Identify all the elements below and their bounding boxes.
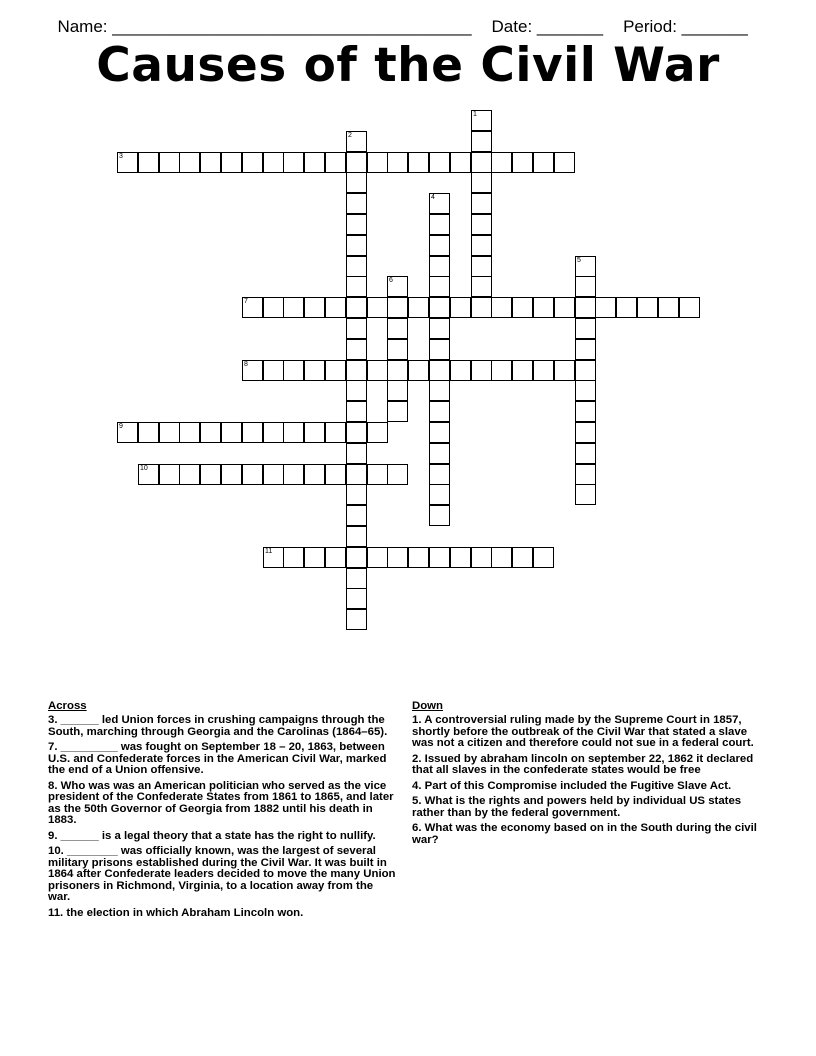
down-clues: [412, 700, 760, 850]
crossword-cell[interactable]: [512, 547, 533, 568]
crossword-cell[interactable]: [346, 256, 367, 277]
crossword-cell[interactable]: [450, 152, 471, 173]
crossword-cell[interactable]: [512, 297, 533, 318]
crossword-cell[interactable]: [179, 152, 200, 173]
crossword-cell[interactable]: [471, 152, 492, 173]
crossword-cell[interactable]: [346, 276, 367, 297]
crossword-cell[interactable]: [304, 297, 325, 318]
crossword-cell[interactable]: [387, 401, 408, 422]
crossword-cell[interactable]: [575, 380, 596, 401]
crossword-cell[interactable]: [346, 609, 367, 630]
crossword-cell[interactable]: [575, 297, 596, 318]
crossword-cell[interactable]: [429, 380, 450, 401]
down-heading: Down: [412, 700, 444, 712]
crossword-cell[interactable]: [408, 297, 429, 318]
crossword-cell[interactable]: [554, 360, 575, 381]
crossword-cell[interactable]: [221, 464, 242, 485]
crossword-cell[interactable]: [221, 152, 242, 173]
crossword-cell[interactable]: [471, 256, 492, 277]
crossword-cell[interactable]: [304, 422, 325, 443]
crossword-cell[interactable]: [471, 297, 492, 318]
crossword-cell[interactable]: [408, 360, 429, 381]
crossword-cell[interactable]: [367, 547, 388, 568]
crossword-cell[interactable]: [387, 464, 408, 485]
crossword-cell[interactable]: [200, 464, 221, 485]
crossword-cell[interactable]: [471, 276, 492, 297]
crossword-cell[interactable]: [325, 360, 346, 381]
across-heading: Across: [48, 700, 87, 712]
crossword-cell[interactable]: [429, 276, 450, 297]
crossword-cell[interactable]: [658, 297, 679, 318]
crossword-cell[interactable]: [575, 360, 596, 381]
crossword-cell[interactable]: [346, 588, 367, 609]
crossword-cell[interactable]: [429, 256, 450, 277]
clue-number: 8: [244, 361, 248, 368]
crossword-cell[interactable]: [450, 547, 471, 568]
crossword-cell[interactable]: [575, 484, 596, 505]
crossword-cell[interactable]: [138, 152, 159, 173]
crossword-cell[interactable]: [387, 339, 408, 360]
crossword-cell[interactable]: [263, 152, 284, 173]
clue-number: 11: [265, 548, 273, 555]
crossword-cell[interactable]: [346, 401, 367, 422]
clue-down-5: 5. What is the rights and powers held by individual US states rather than by the federal government.: [412, 795, 742, 819]
crossword-cell[interactable]: [533, 297, 554, 318]
crossword-cell[interactable]: [242, 422, 263, 443]
clue-across-8: 8. Who was was an American politician who served as the vice president of the Confederate States from 1861 to 1865, and later as the 50th Governor of Georgia from 1882 until his death in 1883.: [48, 779, 394, 826]
crossword-cell[interactable]: [159, 422, 180, 443]
crossword-cell[interactable]: [325, 297, 346, 318]
crossword-cell[interactable]: [325, 152, 346, 173]
clue-down-4: 4. Part of this Compromise included the Fugitive Slave Act.: [412, 779, 732, 792]
crossword-cell[interactable]: [283, 360, 304, 381]
crossword-cell[interactable]: [283, 464, 304, 485]
crossword-cell[interactable]: [283, 297, 304, 318]
crossword-cell[interactable]: [471, 110, 492, 131]
clue-down-6: 6. What was the economy based on in the South during the civil war?: [412, 822, 757, 846]
crossword-cell[interactable]: [346, 131, 367, 152]
clue-across-11: 11. the election in which Abraham Lincoln won.: [48, 906, 304, 919]
crossword-cell[interactable]: [346, 505, 367, 526]
crossword-cell[interactable]: [346, 152, 367, 173]
crossword-cell[interactable]: [304, 360, 325, 381]
crossword-cell[interactable]: [429, 464, 450, 485]
crossword-cell[interactable]: [283, 422, 304, 443]
crossword-cell[interactable]: [346, 422, 367, 443]
crossword-cell[interactable]: [283, 152, 304, 173]
clue-number: 6: [389, 277, 393, 284]
crossword-cell[interactable]: [200, 422, 221, 443]
across-clues: [48, 700, 398, 923]
crossword-cell[interactable]: [346, 214, 367, 235]
crossword-cell[interactable]: [491, 360, 512, 381]
crossword-cell[interactable]: [263, 547, 284, 568]
period-field-label: Period: _______: [623, 17, 748, 36]
crossword-cell[interactable]: [575, 401, 596, 422]
crossword-cell[interactable]: [387, 360, 408, 381]
clue-number: 9: [119, 423, 123, 430]
crossword-cell[interactable]: [429, 505, 450, 526]
crossword-cell[interactable]: [429, 339, 450, 360]
crossword-cell[interactable]: [138, 422, 159, 443]
crossword-cell[interactable]: [471, 235, 492, 256]
crossword-cell[interactable]: [471, 360, 492, 381]
crossword-cell[interactable]: [491, 152, 512, 173]
crossword-cell[interactable]: [491, 547, 512, 568]
crossword-cell[interactable]: [387, 547, 408, 568]
crossword-cell[interactable]: [346, 172, 367, 193]
crossword-cell[interactable]: [387, 380, 408, 401]
crossword-cell[interactable]: [554, 297, 575, 318]
crossword-cell[interactable]: [387, 318, 408, 339]
crossword-cell[interactable]: [637, 297, 658, 318]
clue-number: 4: [431, 194, 435, 201]
crossword-cell[interactable]: [242, 464, 263, 485]
crossword-cell[interactable]: [450, 360, 471, 381]
crossword-cell[interactable]: [325, 422, 346, 443]
crossword-cell[interactable]: [429, 235, 450, 256]
crossword-cell[interactable]: [575, 464, 596, 485]
clue-number: 5: [577, 257, 581, 264]
crossword-cell[interactable]: [387, 152, 408, 173]
crossword-cell[interactable]: [179, 464, 200, 485]
clue-number: 2: [348, 132, 352, 139]
clue-across-10: 10. ________ was officially known, was the largest of several military prisons established during the Civil War. It was built in 1864 after Confederate leaders decided to move the many Union prisoners in Richmond, Virginia, to a location away from the war.: [48, 845, 396, 903]
clue-across-7: 7. _________ was fought on September 18 – 20, 1863, between U.S. and Confederate forces in the American Civil War, marked the end of a Union offensive.: [48, 741, 387, 776]
crossword-cell[interactable]: [346, 547, 367, 568]
crossword-cell[interactable]: [533, 547, 554, 568]
crossword-cell[interactable]: [346, 339, 367, 360]
crossword-cell[interactable]: [117, 152, 138, 173]
crossword-cell[interactable]: [242, 297, 263, 318]
crossword-cell[interactable]: [346, 360, 367, 381]
crossword-cell[interactable]: [616, 297, 637, 318]
crossword-cell[interactable]: [159, 464, 180, 485]
name-field-label: Name: ______________________________________: [57, 17, 472, 36]
crossword-cell[interactable]: [159, 152, 180, 173]
crossword-cell[interactable]: [263, 464, 284, 485]
clue-number: 1: [473, 111, 477, 118]
crossword-cell[interactable]: [471, 547, 492, 568]
crossword-cell[interactable]: [429, 422, 450, 443]
crossword-cell[interactable]: [367, 422, 388, 443]
crossword-cell[interactable]: [533, 360, 554, 381]
crossword-cell[interactable]: [179, 422, 200, 443]
page-title: Causes of the Civil War: [96, 38, 720, 93]
crossword-cell[interactable]: [575, 422, 596, 443]
crossword-cell[interactable]: [200, 152, 221, 173]
crossword-cell[interactable]: [575, 339, 596, 360]
clue-across-9: 9. ______ is a legal theory that a state has the right to nullify.: [48, 829, 376, 842]
crossword-cell[interactable]: [346, 568, 367, 589]
crossword-cell[interactable]: [346, 484, 367, 505]
crossword-cell[interactable]: [304, 464, 325, 485]
crossword-cell[interactable]: [346, 526, 367, 547]
clue-down-2: 2. Issued by abraham lincoln on september 22, 1862 it declared that all slaves in the confederate states would be free: [412, 752, 754, 776]
crossword-cell[interactable]: [367, 360, 388, 381]
crossword-cell[interactable]: [242, 152, 263, 173]
clue-across-3: 3. ______ led Union forces in crushing campaigns through the South, marching through Georgia and the Carolinas (1864–65).: [48, 714, 388, 738]
crossword-cell[interactable]: [429, 443, 450, 464]
crossword-cell[interactable]: [387, 297, 408, 318]
crossword-cell[interactable]: [429, 214, 450, 235]
crossword-cell[interactable]: [346, 443, 367, 464]
crossword-cell[interactable]: [346, 318, 367, 339]
crossword-cell[interactable]: [283, 547, 304, 568]
date-field-label: Date: _______: [491, 17, 604, 36]
crossword-cell[interactable]: [512, 360, 533, 381]
crossword-cell[interactable]: [346, 235, 367, 256]
crossword-cell[interactable]: [408, 152, 429, 173]
crossword-cell[interactable]: [325, 464, 346, 485]
crossword-cell[interactable]: [263, 297, 284, 318]
crossword-cell[interactable]: [304, 152, 325, 173]
crossword-cell[interactable]: [138, 464, 159, 485]
crossword-cell[interactable]: [408, 547, 429, 568]
crossword-cell[interactable]: [533, 152, 554, 173]
crossword-cell[interactable]: [221, 422, 242, 443]
crossword-cell[interactable]: [367, 464, 388, 485]
crossword-cell[interactable]: [242, 360, 263, 381]
crossword-cell[interactable]: [429, 547, 450, 568]
crossword-cell[interactable]: [491, 297, 512, 318]
crossword-cell[interactable]: [429, 401, 450, 422]
crossword-cell[interactable]: [575, 318, 596, 339]
clue-number: 3: [119, 153, 123, 160]
crossword-cell[interactable]: [450, 297, 471, 318]
crossword-cell[interactable]: [575, 443, 596, 464]
crossword-cell[interactable]: [471, 193, 492, 214]
crossword-cell[interactable]: [325, 547, 346, 568]
clue-number: 10: [140, 465, 148, 472]
crossword-cell[interactable]: [346, 297, 367, 318]
clue-number: 7: [244, 298, 248, 305]
crossword-cell[interactable]: [512, 152, 533, 173]
crossword-cell[interactable]: [263, 422, 284, 443]
crossword-cell[interactable]: [679, 297, 700, 318]
crossword-cell[interactable]: [387, 276, 408, 297]
crossword-cell[interactable]: [346, 464, 367, 485]
crossword-cell[interactable]: [367, 152, 388, 173]
crossword-cell[interactable]: [346, 193, 367, 214]
crossword-cell[interactable]: [429, 297, 450, 318]
crossword-cell[interactable]: [429, 318, 450, 339]
crossword-cell[interactable]: [346, 380, 367, 401]
crossword-cell[interactable]: [575, 276, 596, 297]
crossword-cell[interactable]: [429, 193, 450, 214]
crossword-cell[interactable]: [471, 214, 492, 235]
crossword-cell[interactable]: [471, 131, 492, 152]
crossword-cell[interactable]: [429, 484, 450, 505]
crossword-cell[interactable]: [554, 152, 575, 173]
clue-down-1: 1. A controversial ruling made by the Supreme Court in 1857, shortly before the outbreak of the Civil War that stated a slave was not a citizen and therefore could not sue in a federal court.: [412, 714, 754, 749]
crossword-cell[interactable]: [263, 360, 284, 381]
crossword-cell[interactable]: [367, 297, 388, 318]
crossword-cell[interactable]: [117, 422, 138, 443]
crossword-cell[interactable]: [429, 152, 450, 173]
crossword-cell[interactable]: [429, 360, 450, 381]
crossword-cell[interactable]: [304, 547, 325, 568]
crossword-cell[interactable]: [595, 297, 616, 318]
crossword-cell[interactable]: [471, 172, 492, 193]
crossword-cell[interactable]: [575, 256, 596, 277]
